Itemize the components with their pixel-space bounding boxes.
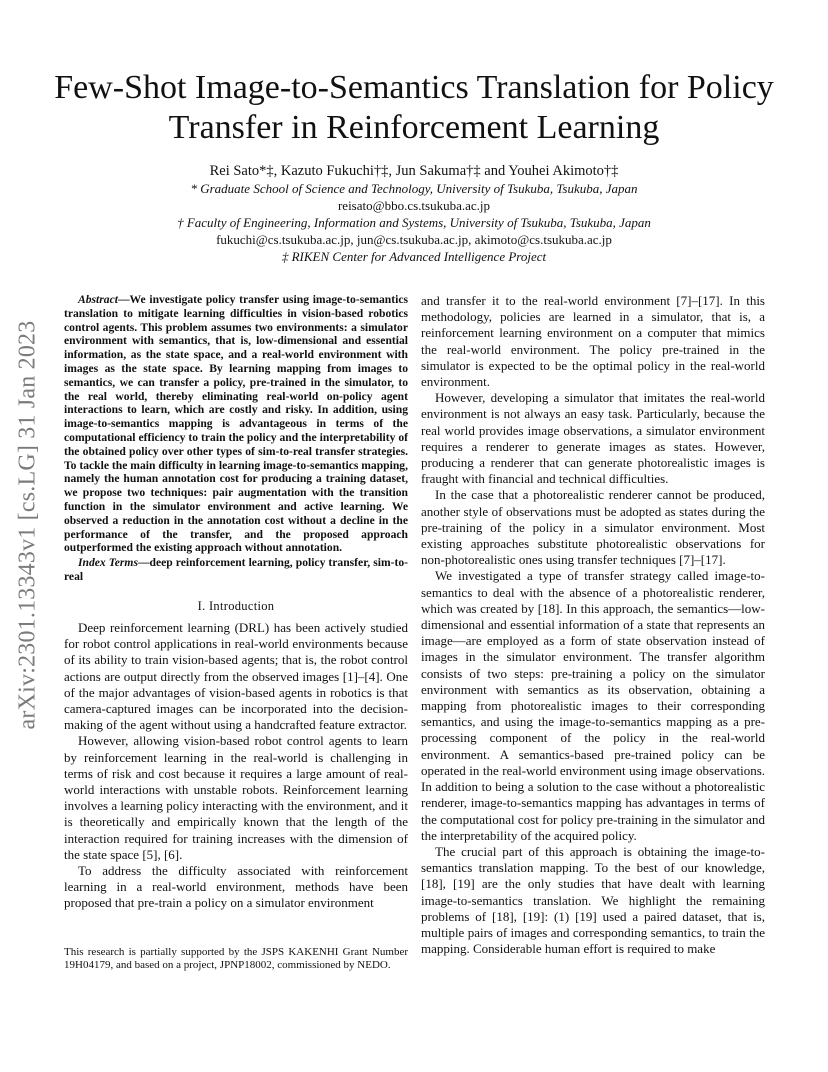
left-paragraph-1: Deep reinforcement learning (DRL) has been actively studied for robot control applications in real-world environments because of its ability to train vision-based agents; that is, the robot control actions are output directly from the observed images [1]–[4]. One of the major advantages of vision-based agents in robotics is that camera-captured images can be incorporated into the decision-making of the agent without using a handcrafted feature extractor. [64, 619, 408, 733]
section-heading: I. Introduction [197, 598, 275, 613]
affiliation-3 [50, 249, 778, 265]
right-paragraph-5: The crucial part of this approach is obtaining the image-to-semantics translation mapping. To the best of our knowledge, [18], [19] are the only studies that have dealt with learning image-to-semantics translation. We highlight the remaining problems of [18], [19]: (1) [19] used a paired dataset, that is, multiple pairs of images and corresponding semantics, to train the mapping. Considerable human effort is required to make [421, 843, 765, 957]
arxiv-identifier [8, 290, 48, 760]
authors: Rei Sato*‡, Kazuto Fukuchi†‡, Jun Sakuma†‡ and Youhei Akimoto†‡ [209, 163, 619, 179]
affiliation-2 [50, 215, 778, 231]
paper-title [50, 68, 778, 148]
affiliation-1-text: * Graduate School of Science and Technology, University of Tsukuba, Tsukuba, Japan [190, 181, 638, 196]
abstract [64, 293, 408, 555]
right-paragraph-2: However, developing a simulator that imitates the real-world environment is not always an easy task. Particularly, because the real world provides image observations, a simulator environment requires a renderer to generate images as states. However, producing a renderer that can generate photorealistic images is fraught with financial and technical difficulties. [421, 390, 765, 487]
index-terms-label: Index Terms [78, 556, 138, 570]
email-2: fukuchi@cs.tsukuba.ac.jp, jun@cs.tsukuba.ac.jp, akimoto@cs.tsukuba.ac.jp [216, 232, 612, 247]
left-column [64, 293, 408, 912]
right-column [421, 293, 765, 957]
arxiv-identifier-text: arXiv:2301.13343v1 [cs.LG] 31 Jan 2023 [14, 320, 41, 730]
title-line-2: Transfer in Reinforcement Learning [168, 109, 660, 146]
affiliation-2-text: † Faculty of Engineering, Information and Systems, University of Tsukuba, Tsukuba, Japan [177, 215, 651, 230]
right-paragraph-4: We investigated a type of transfer strategy called image-to-semantics to deal with the absence of a photorealistic renderer, which was created by [18]. In this approach, the semantics—low-dimensional and essential information of a state that represents an image—are employed as a form of state observation instead of images in the simulator environment. The transfer algorithm consists of two steps: pre-training a policy on the simulator environment with semantics as its observation, obtaining a mapping from photorealistic images to their corresponding semantics, and using the image-to-semantics mapping as a pre-processing component of the policy in the real-world environment. A semantics-based pre-trained policy can be operated in the real-world environment using image observations. In addition to being a solution to the case without a photorealistic renderer, image-to-semantics mapping has advantages in terms of the computational cost for policy pre-training in the simulator and the interpretability of the acquired policy. [421, 568, 765, 843]
abstract-label: Abstract [78, 293, 118, 306]
left-paragraph-3: To address the difficulty associated with reinforcement learning in a real-world environment, methods have been proposed that pre-train a policy on a simulator environment [64, 862, 408, 911]
affiliation-1 [50, 181, 778, 197]
email-1: reisato@bbo.cs.tsukuba.ac.jp [337, 198, 491, 213]
abstract-text: —We investigate policy transfer using image-to-semantics translation to mitigate learning difficulties in vision-based robotics control agents. This problem assumes two environments: a simulator environment with semantics, that is, low-dimensional and essential information, as the state space, and a real-world environment with images as the state space. By learning mapping from images to semantics, we can transfer a policy, pre-trained in the simulator, to the real world, thereby eliminating real-world on-policy agent interactions to learn, which are costly and risky. In addition, using image-to-semantics mapping is advantageous in terms of the computational efficiency to train the policy and the interpretability of the obtained policy over other types of sim-to-real transfer strategies. To tackle the main difficulty in learning image-to-semantics mapping, namely the human annotation cost for producing a training dataset, we propose two techniques: pair augmentation with the transition function in the simulator environment and active learning. We observed a reduction in the annotation cost without a decline in the performance of the transfer, and the proposed approach outperformed the existing approach without annotation. [64, 293, 408, 555]
index-terms-text: —deep reinforcement learning, policy transfer, sim-to-real [64, 556, 408, 583]
right-paragraph-3: In the case that a photorealistic renderer cannot be produced, another style of observations must be adopted as states during the pre-training of the policy in a simulator environment. Most existing approaches substitute photorealistic observations for non-photorealistic ones using transfer techniques [7]–[17]. [421, 487, 765, 568]
index-terms [64, 556, 408, 584]
title-line-1: Few-Shot Image-to-Semantics Translation for Policy [54, 69, 774, 106]
right-paragraph-1: and transfer it to the real-world environment [7]–[17]. In this methodology, policies are learned in a simulator, that is, a reinforcement learning environment on a computer that mimics the real-world environment. The policy pre-trained in the simulator is expected to be the optimal policy in the real-world environment. [421, 293, 765, 390]
footnote: This research is partially supported by the JSPS KAKENHI Grant Number 19H04179, and based on a project, JPNP18002, commissioned by NEDO. [64, 946, 408, 971]
left-paragraph-2: However, allowing vision-based robot control agents to learn by reinforcement learning in the real-world is challenging in terms of risk and cost because it requires a large amount of real-world interactions with unstable robots. Reinforcement learning involves a learning policy interacting with the environment, and it is theoretically and empirically known that the length of the interaction required for training increases with the dimension of the state space [5], [6]. [64, 733, 408, 862]
affiliation-3-text: ‡ RIKEN Center for Advanced Intelligence Project [281, 249, 547, 264]
